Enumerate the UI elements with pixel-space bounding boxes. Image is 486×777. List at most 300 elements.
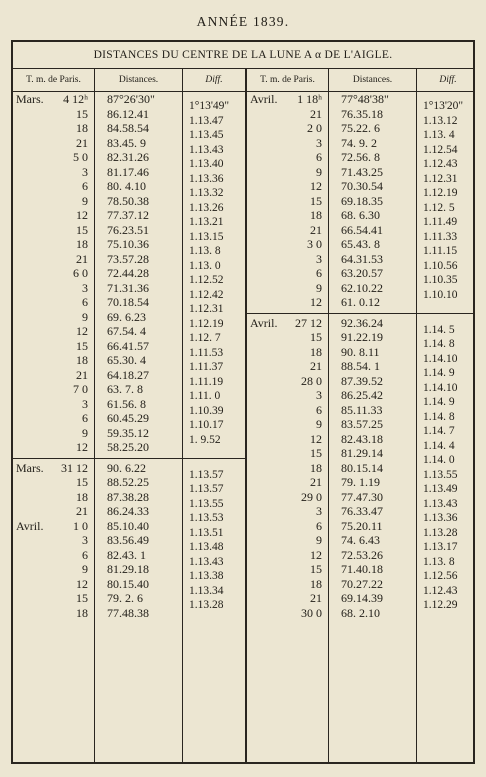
difference-cell: 1.13. 4 bbox=[423, 129, 455, 142]
difference-cell: 1.13.51 bbox=[189, 526, 224, 539]
time-cell bbox=[13, 324, 94, 339]
distance-cell: 62.10.22 bbox=[341, 280, 383, 295]
right-distance-column bbox=[329, 69, 417, 763]
difference-cell: 1.13.47 bbox=[189, 114, 224, 127]
difference-cell: 1.13.43 bbox=[423, 497, 458, 510]
time-value: 21 bbox=[310, 106, 322, 121]
time-cell bbox=[13, 461, 94, 476]
left-distance-column bbox=[95, 69, 183, 763]
time-value: 12 bbox=[76, 208, 88, 222]
month-label: Mars. bbox=[16, 92, 44, 106]
time-value: 30 0 bbox=[301, 605, 322, 620]
distance-cell: 75.22. 6 bbox=[341, 121, 380, 135]
distance-cell: 80.15.14 bbox=[341, 460, 383, 475]
distance-cell: 91.22.19 bbox=[341, 330, 383, 344]
time-value: 3 bbox=[82, 396, 88, 411]
time-value: 15 bbox=[76, 222, 88, 237]
time-value: 12 bbox=[76, 440, 88, 454]
time-value: 18 bbox=[76, 237, 88, 251]
time-cell bbox=[13, 295, 94, 310]
time-cell bbox=[13, 562, 94, 577]
time-value: 21 bbox=[76, 251, 88, 266]
left-time-column bbox=[13, 69, 95, 763]
difference-cell: 1.11.53 bbox=[189, 346, 224, 359]
time-value: 6 bbox=[82, 295, 88, 309]
difference-cell: 1.13.43 bbox=[189, 555, 224, 568]
difference-cell: 1.13.15 bbox=[189, 230, 224, 243]
distance-cell: 79. 1.19 bbox=[341, 475, 380, 489]
month-label: Avril. bbox=[16, 518, 44, 533]
time-cell bbox=[13, 353, 94, 368]
time-cell bbox=[13, 397, 94, 412]
distance-cell: 77.47.30 bbox=[341, 489, 383, 504]
time-cell bbox=[13, 310, 94, 325]
time-cell bbox=[247, 136, 328, 151]
distance-cell: 85.11.33 bbox=[341, 402, 383, 417]
time-cell bbox=[247, 577, 328, 592]
time-value: 21 bbox=[76, 504, 88, 518]
difference-cell: 1.11.37 bbox=[189, 361, 224, 374]
distance-cell: 79. 2. 6 bbox=[107, 591, 143, 605]
distance-cell: 69. 6.23 bbox=[107, 309, 146, 324]
left-diff-column bbox=[183, 69, 245, 763]
time-cell bbox=[247, 107, 328, 122]
time-value: 18 bbox=[310, 208, 322, 222]
time-value: 3 bbox=[82, 164, 88, 179]
distance-cell: 86.12.41 bbox=[107, 106, 149, 121]
distance-cell: 60.45.29 bbox=[107, 411, 149, 425]
table-body bbox=[13, 69, 473, 763]
distance-cell: 69.14.39 bbox=[341, 591, 383, 605]
time-cell bbox=[13, 440, 94, 455]
distance-table bbox=[11, 40, 475, 764]
time-cell bbox=[247, 504, 328, 519]
distance-cell: 74. 9. 2 bbox=[341, 135, 377, 150]
time-cell bbox=[247, 237, 328, 252]
distance-cell: 66.41.57 bbox=[107, 338, 149, 353]
distance-cell: 61.56. 8 bbox=[107, 396, 146, 411]
time-cell bbox=[247, 432, 328, 447]
time-cell bbox=[247, 519, 328, 534]
diff-offset bbox=[417, 316, 475, 323]
difference-cell: 1.12.43 bbox=[423, 158, 458, 171]
time-value: 29 0 bbox=[301, 489, 322, 504]
difference-cell: 1.13.32 bbox=[189, 187, 224, 200]
time-value: 18 bbox=[310, 460, 322, 475]
time-value: 9 bbox=[316, 280, 322, 295]
difference-cell: 1°13'49" bbox=[189, 100, 230, 113]
time-cell bbox=[13, 107, 94, 122]
difference-cell: 1.12.54 bbox=[423, 143, 458, 156]
distance-cell: 82.31.26 bbox=[107, 150, 149, 164]
difference-cell: 1.12.56 bbox=[423, 570, 458, 583]
time-cell bbox=[247, 179, 328, 194]
right-half bbox=[247, 69, 475, 763]
diff-offset bbox=[183, 461, 245, 468]
block-separator bbox=[95, 458, 182, 459]
difference-cell: 1.13. 0 bbox=[189, 259, 221, 272]
distance-cell: 87.39.52 bbox=[341, 373, 383, 388]
time-value: 18 bbox=[76, 605, 88, 620]
time-value: 15 bbox=[76, 591, 88, 605]
time-value: 9 bbox=[316, 533, 322, 547]
difference-cell: 1.14. 7 bbox=[423, 425, 455, 438]
difference-cell: 1.13. 8 bbox=[423, 555, 455, 568]
difference-cell: 1.13.36 bbox=[423, 512, 458, 525]
difference-cell: 1.13.40 bbox=[189, 158, 224, 171]
difference-cell: 1.13.43 bbox=[189, 143, 224, 156]
distance-cell: 64.18.27 bbox=[107, 367, 149, 382]
left-diff-header: Diff. bbox=[183, 69, 245, 92]
distance-cell: 78.50.38 bbox=[107, 193, 149, 208]
time-cell bbox=[13, 208, 94, 223]
distance-cell: 80. 4.10 bbox=[107, 179, 146, 193]
time-cell bbox=[247, 591, 328, 606]
time-value: 2 0 bbox=[307, 121, 322, 135]
distance-cell: 63.20.57 bbox=[341, 266, 383, 280]
time-cell bbox=[13, 165, 94, 180]
difference-cell: 1.12.31 bbox=[423, 172, 458, 185]
time-value: 27 12 bbox=[295, 315, 322, 330]
distance-cell: 75.10.36 bbox=[107, 237, 149, 251]
difference-cell: 1.13.28 bbox=[189, 599, 224, 612]
time-cell bbox=[13, 281, 94, 296]
time-cell bbox=[247, 208, 328, 223]
time-cell bbox=[247, 223, 328, 238]
time-value: 9 bbox=[82, 193, 88, 208]
block-separator bbox=[13, 458, 94, 459]
distance-cell: 72.44.28 bbox=[107, 266, 149, 280]
distance-cell: 71.40.18 bbox=[341, 562, 383, 576]
distance-cell: 81.29.18 bbox=[107, 562, 149, 576]
distance-cell: 90. 6.22 bbox=[107, 460, 146, 475]
distance-cell: 64.31.53 bbox=[341, 251, 383, 266]
difference-cell: 1.11.15 bbox=[423, 245, 458, 258]
distance-cell: 76.23.51 bbox=[107, 222, 149, 237]
distance-cell: 81.17.46 bbox=[107, 164, 149, 179]
diff-offset bbox=[183, 92, 245, 99]
time-cell bbox=[247, 388, 328, 403]
time-value: 21 bbox=[76, 135, 88, 150]
right-time-column bbox=[247, 69, 329, 763]
difference-cell: 1.14. 8 bbox=[423, 410, 455, 423]
time-value: 9 bbox=[316, 164, 322, 179]
distance-cell: 59.35.12 bbox=[107, 425, 149, 440]
difference-cell: 1.11.33 bbox=[423, 230, 458, 243]
time-cell bbox=[13, 92, 94, 107]
distance-cell: 75.20.11 bbox=[341, 518, 383, 533]
distance-cell: 77.37.12 bbox=[107, 208, 149, 222]
distance-cell: 86.24.33 bbox=[107, 504, 149, 518]
time-cell bbox=[13, 223, 94, 238]
distance-cell: 74. 6.43 bbox=[341, 533, 380, 547]
difference-cell: 1.12.19 bbox=[189, 317, 224, 330]
distance-cell: 84.58.54 bbox=[107, 121, 149, 135]
difference-cell: 1.13.55 bbox=[423, 468, 458, 481]
time-value: 21 bbox=[76, 367, 88, 382]
time-value: 12 bbox=[310, 295, 322, 309]
difference-cell: 1.13.26 bbox=[189, 201, 224, 214]
time-value: 12 bbox=[310, 179, 322, 193]
time-value: 7 0 bbox=[73, 382, 88, 396]
difference-cell: 1.13.38 bbox=[189, 570, 224, 583]
time-cell bbox=[13, 339, 94, 354]
time-value: 6 bbox=[82, 411, 88, 425]
difference-cell: 1.13.57 bbox=[189, 483, 224, 496]
difference-cell: 1.10.17 bbox=[189, 419, 224, 432]
distance-cell: 70.30.54 bbox=[341, 179, 383, 193]
month-label: Mars. bbox=[16, 460, 44, 475]
time-value: 6 bbox=[316, 518, 322, 533]
time-value: 12 bbox=[310, 431, 322, 446]
distance-cell: 88.54. 1 bbox=[341, 359, 380, 373]
table-heading: DISTANCES DU CENTRE DE LA LUNE A α DE L'AIGLE. bbox=[13, 42, 473, 69]
time-cell bbox=[13, 150, 94, 165]
time-cell bbox=[13, 136, 94, 151]
difference-cell: 1.12. 5 bbox=[423, 201, 455, 214]
distance-cell: 87.38.28 bbox=[107, 489, 149, 504]
time-value: 21 bbox=[310, 475, 322, 489]
distance-cell: 86.25.42 bbox=[341, 388, 383, 402]
time-cell bbox=[13, 533, 94, 548]
time-cell bbox=[247, 374, 328, 389]
block-separator bbox=[183, 458, 245, 459]
time-cell bbox=[13, 179, 94, 194]
time-value: 18 bbox=[76, 353, 88, 367]
time-cell bbox=[247, 150, 328, 165]
time-cell bbox=[13, 475, 94, 490]
difference-cell: 1.14.10 bbox=[423, 381, 458, 394]
difference-cell: 1.12. 7 bbox=[189, 332, 221, 345]
distance-cell: 73.57.28 bbox=[107, 251, 149, 266]
time-value: 6 bbox=[316, 402, 322, 417]
time-value: 18 bbox=[310, 344, 322, 359]
difference-cell: 1.10.56 bbox=[423, 259, 458, 272]
difference-cell: 1.11.19 bbox=[189, 375, 224, 388]
time-cell bbox=[247, 266, 328, 281]
distance-cell: 66.54.41 bbox=[341, 222, 383, 237]
time-cell bbox=[247, 252, 328, 267]
time-value: 21 bbox=[310, 359, 322, 373]
distance-cell: 77°48'38" bbox=[341, 92, 389, 106]
distance-cell: 88.52.25 bbox=[107, 475, 149, 489]
time-cell bbox=[247, 165, 328, 180]
distance-cell: 69.18.35 bbox=[341, 193, 383, 208]
time-value: 15 bbox=[76, 475, 88, 489]
month-label: Avril. bbox=[250, 315, 278, 330]
time-value: 5 0 bbox=[73, 150, 88, 164]
time-cell bbox=[13, 368, 94, 383]
block-separator bbox=[417, 313, 475, 314]
difference-cell: 1.11. 0 bbox=[189, 390, 221, 403]
time-value: 6 bbox=[82, 179, 88, 193]
time-cell bbox=[13, 121, 94, 136]
distance-cell: 81.29.14 bbox=[341, 446, 383, 460]
time-value: 9 bbox=[82, 562, 88, 576]
distance-cell: 83.57.25 bbox=[341, 417, 383, 431]
time-cell bbox=[247, 461, 328, 476]
distance-cell: 68. 2.10 bbox=[341, 605, 380, 620]
time-cell bbox=[247, 316, 328, 331]
time-value: 21 bbox=[310, 591, 322, 605]
time-cell bbox=[13, 194, 94, 209]
diff-offset bbox=[183, 613, 245, 620]
difference-cell: 1.12.29 bbox=[423, 599, 458, 612]
time-value: 28 0 bbox=[301, 373, 322, 388]
difference-cell: 1. 9.52 bbox=[189, 433, 221, 446]
right-time-header: T. m. de Paris. bbox=[247, 69, 328, 92]
difference-cell: 1°13'20" bbox=[423, 100, 464, 113]
time-value: 6 0 bbox=[73, 266, 88, 280]
time-value: 3 bbox=[316, 251, 322, 266]
distance-cell: 65.43. 8 bbox=[341, 237, 380, 251]
time-value: 21 bbox=[310, 222, 322, 237]
difference-cell: 1.12.43 bbox=[423, 584, 458, 597]
difference-cell: 1.10.39 bbox=[189, 404, 224, 417]
time-cell bbox=[13, 548, 94, 563]
time-value: 12 bbox=[76, 324, 88, 338]
time-cell bbox=[13, 591, 94, 606]
right-diff-column bbox=[417, 69, 475, 763]
distance-cell: 92.36.24 bbox=[341, 315, 383, 330]
difference-cell: 1.13.53 bbox=[189, 512, 224, 525]
right-diff-rows bbox=[417, 92, 475, 620]
diff-offset bbox=[417, 92, 475, 99]
time-cell bbox=[13, 382, 94, 397]
time-value: 15 bbox=[310, 193, 322, 208]
time-cell bbox=[247, 92, 328, 107]
left-half bbox=[13, 69, 247, 763]
difference-cell: 1.14. 0 bbox=[423, 454, 455, 467]
time-cell bbox=[247, 121, 328, 136]
time-cell bbox=[247, 281, 328, 296]
time-cell bbox=[247, 295, 328, 310]
time-value: 3 bbox=[316, 135, 322, 150]
difference-cell: 1.13.17 bbox=[423, 541, 458, 554]
time-value: 9 bbox=[82, 425, 88, 440]
diff-offset bbox=[417, 613, 475, 620]
distance-cell: 70.27.22 bbox=[341, 576, 383, 591]
block-separator bbox=[329, 313, 416, 314]
difference-cell: 1.14. 5 bbox=[423, 323, 455, 336]
time-value: 4 12ʰ bbox=[63, 92, 88, 106]
difference-cell: 1.12.31 bbox=[189, 303, 224, 316]
time-cell bbox=[247, 403, 328, 418]
time-cell bbox=[13, 504, 94, 519]
distance-cell: 85.10.40 bbox=[107, 518, 149, 533]
time-value: 15 bbox=[310, 562, 322, 576]
time-cell bbox=[247, 490, 328, 505]
difference-cell: 1.10.10 bbox=[423, 288, 458, 301]
distance-cell: 71.31.36 bbox=[107, 280, 149, 295]
difference-cell: 1.13.55 bbox=[189, 497, 224, 510]
distance-cell: 83.56.49 bbox=[107, 533, 149, 547]
time-cell bbox=[13, 252, 94, 267]
distance-cell: 58.25.20 bbox=[107, 440, 149, 454]
time-value: 18 bbox=[76, 489, 88, 504]
time-value: 18 bbox=[310, 576, 322, 591]
month-label: Avril. bbox=[250, 92, 278, 106]
time-value: 3 bbox=[316, 504, 322, 518]
left-distance-rows bbox=[95, 92, 182, 620]
difference-cell: 1.13.45 bbox=[189, 129, 224, 142]
time-value: 18 bbox=[76, 121, 88, 135]
left-distance-header: Distances. bbox=[95, 69, 182, 92]
time-value: 6 bbox=[82, 547, 88, 562]
time-value: 3 0 bbox=[307, 237, 322, 251]
distance-cell: 71.43.25 bbox=[341, 164, 383, 179]
time-cell bbox=[13, 519, 94, 534]
difference-cell: 1.12.42 bbox=[189, 288, 224, 301]
difference-cell: 1.13.48 bbox=[189, 541, 224, 554]
time-value: 3 bbox=[82, 533, 88, 547]
time-value: 31 12 bbox=[61, 460, 88, 475]
difference-cell: 1.14.10 bbox=[423, 352, 458, 365]
time-value: 9 bbox=[82, 309, 88, 324]
time-cell bbox=[247, 359, 328, 374]
difference-cell: 1.11.49 bbox=[423, 216, 458, 229]
time-cell bbox=[13, 490, 94, 505]
difference-cell: 1.13.36 bbox=[189, 172, 224, 185]
time-value: 12 bbox=[76, 576, 88, 591]
time-cell bbox=[247, 417, 328, 432]
distance-cell: 61. 0.12 bbox=[341, 295, 380, 309]
page-title: ANNÉE 1839. bbox=[196, 14, 290, 29]
distance-cell: 65.30. 4 bbox=[107, 353, 146, 367]
right-time-rows bbox=[247, 92, 328, 620]
difference-cell: 1.13.28 bbox=[423, 526, 458, 539]
difference-cell: 1.13.57 bbox=[189, 468, 224, 481]
time-value: 9 bbox=[316, 417, 322, 431]
distance-cell: 70.18.54 bbox=[107, 295, 149, 309]
time-value: 6 bbox=[316, 266, 322, 280]
time-value: 1 18ʰ bbox=[297, 92, 322, 106]
time-cell bbox=[247, 446, 328, 461]
right-distance-header: Distances. bbox=[329, 69, 416, 92]
difference-cell: 1.13.34 bbox=[189, 584, 224, 597]
time-cell bbox=[247, 548, 328, 563]
difference-cell: 1.14. 9 bbox=[423, 396, 455, 409]
left-time-header: T. m. de Paris. bbox=[13, 69, 94, 92]
distance-cell: 77.48.38 bbox=[107, 605, 149, 620]
right-distance-rows bbox=[329, 92, 416, 620]
difference-cell: 1.13. 8 bbox=[189, 245, 221, 258]
distance-cell: 82.43.18 bbox=[341, 431, 383, 446]
distance-cell: 63. 7. 8 bbox=[107, 382, 143, 396]
time-value: 12 bbox=[310, 547, 322, 562]
time-cell bbox=[247, 606, 328, 621]
time-value: 3 bbox=[82, 280, 88, 295]
distance-cell: 76.35.18 bbox=[341, 106, 383, 121]
distance-cell: 87°26'30" bbox=[107, 92, 155, 106]
time-cell bbox=[13, 606, 94, 621]
time-cell bbox=[13, 237, 94, 252]
time-cell bbox=[247, 475, 328, 490]
time-value: 3 bbox=[316, 388, 322, 402]
difference-cell: 1.13.49 bbox=[423, 483, 458, 496]
distance-cell: 72.56. 8 bbox=[341, 150, 380, 164]
difference-cell: 1.13.12 bbox=[423, 114, 458, 127]
difference-cell: 1.12.52 bbox=[189, 274, 224, 287]
difference-cell: 1.12.19 bbox=[423, 187, 458, 200]
time-cell bbox=[13, 426, 94, 441]
difference-cell: 1.14. 4 bbox=[423, 439, 455, 452]
left-diff-rows bbox=[183, 92, 245, 620]
right-diff-header: Diff. bbox=[417, 69, 475, 92]
distance-cell: 67.54. 4 bbox=[107, 324, 146, 338]
time-value: 6 bbox=[316, 150, 322, 164]
time-cell bbox=[13, 577, 94, 592]
